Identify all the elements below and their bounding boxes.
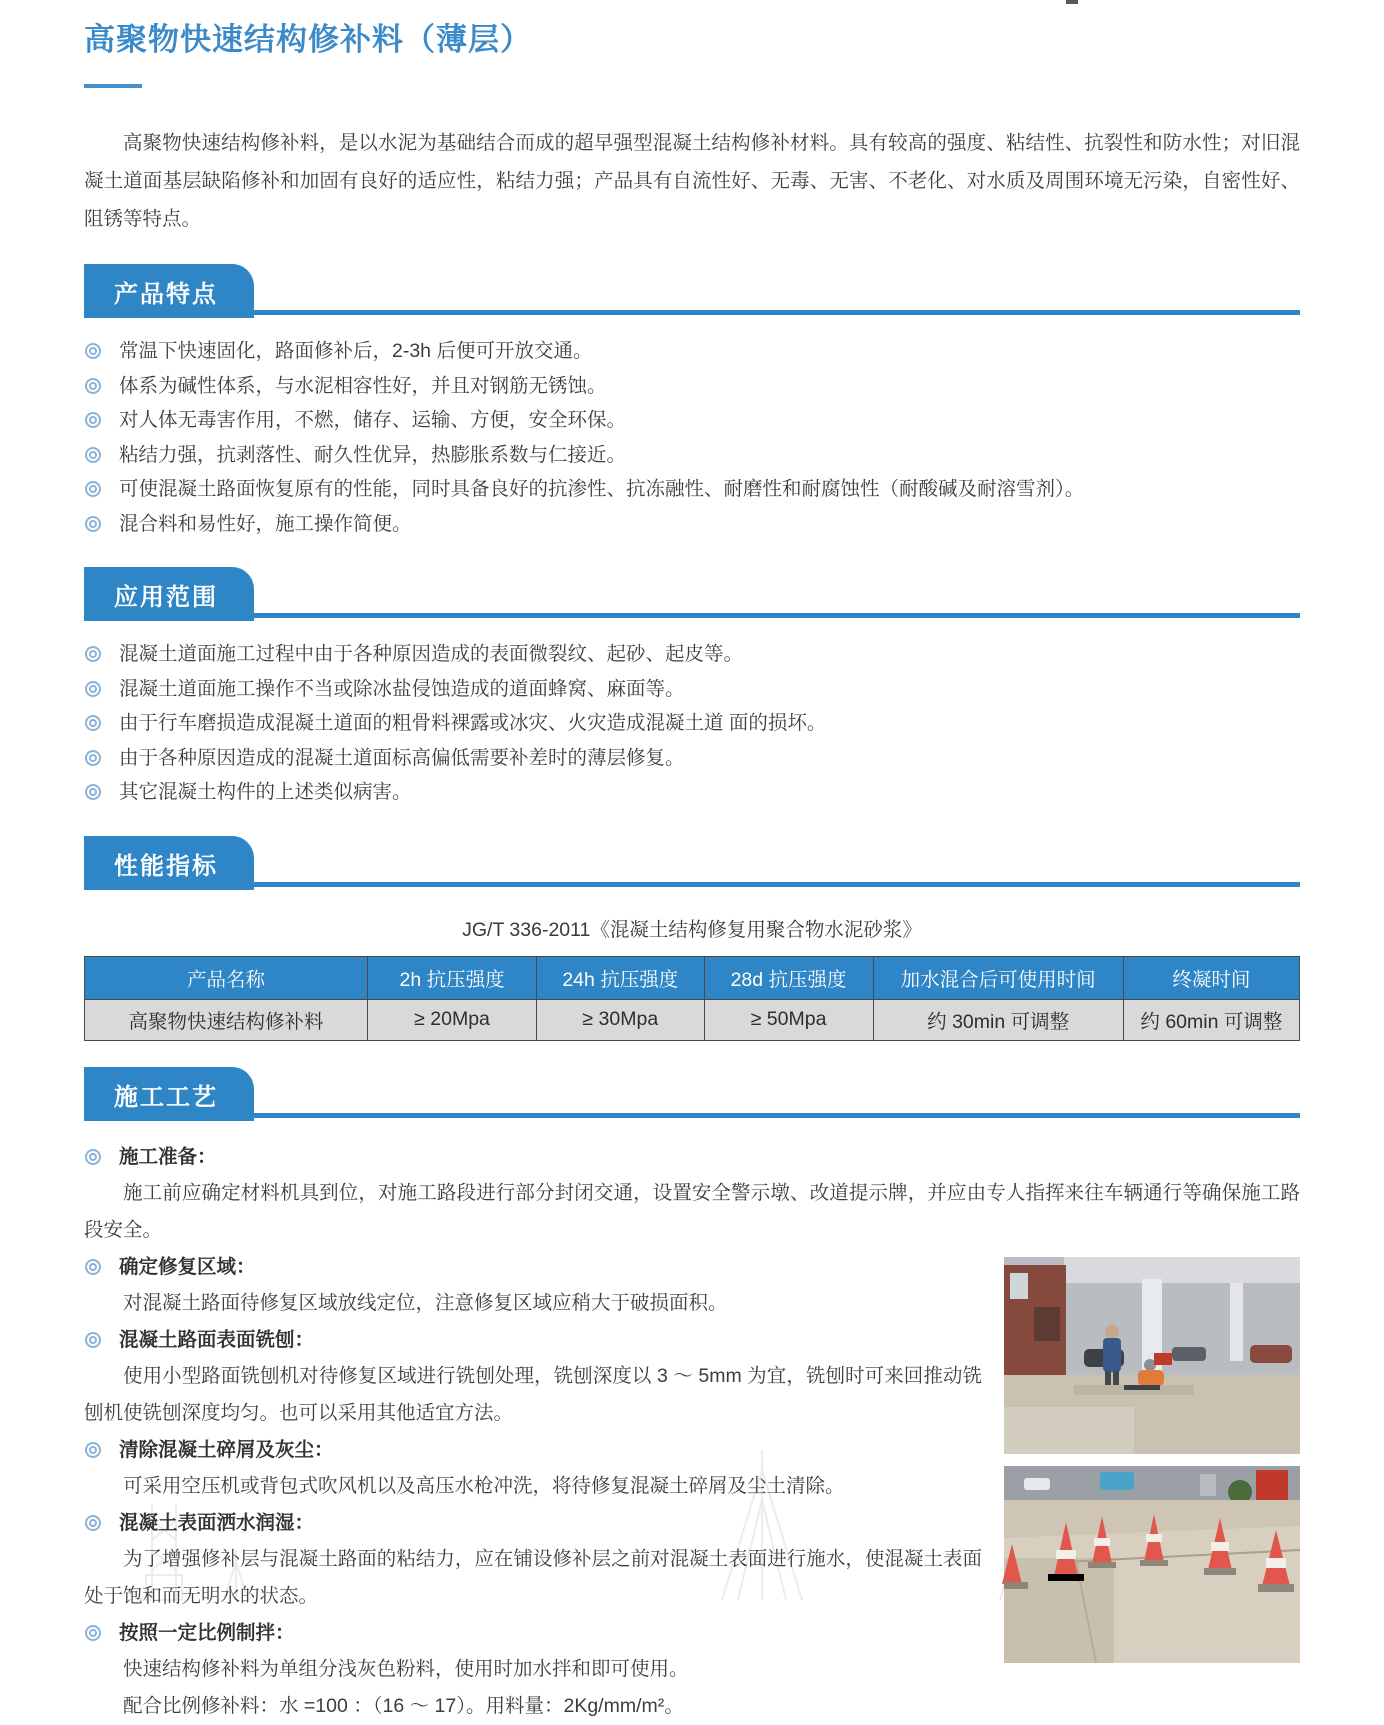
table-cell: ≥ 50Mpa [704,999,873,1040]
section-tab-applications: 应用范围 [84,567,254,621]
table-header-cell: 24h 抗压强度 [536,956,704,999]
performance-table [84,956,1300,1041]
list-item-text: 可使混凝土路面恢复原有的性能，同时具备良好的抗渗性、抗冻融性、耐磨性和耐腐蚀性（耐酸碱及耐溶雪剂）。 [119,478,1085,500]
table-row [85,999,1300,1040]
step-label: 施工准备： [84,1139,1300,1175]
list-item [84,775,1300,810]
list-item-text: 体系为碱性体系，与水泥相容性好，并且对钢筋无锈蚀。 [119,374,607,397]
step-text: 配合比例修补料：水 =100 ：（16 ～ 17）。用料量：2Kg/mm/m²。 [123,1694,684,1717]
section-rule [84,613,1300,618]
list-item-text: 对人体无毒害作用，不燃，储存、运输、方便，安全环保。 [119,409,627,431]
list-item-text: 其它混凝土构件的上述类似病害。 [119,781,412,803]
page-title: 高聚物快速结构修补料（薄层） [84,22,532,57]
double-circle-bullet-icon [85,412,101,428]
double-circle-bullet-icon [85,343,101,359]
table-cell: 高聚物快速结构修补料 [85,999,368,1040]
list-item-text: 混凝土道面施工过程中由于各种原因造成的表面微裂纹、起砂、起皮等。 [119,643,744,665]
list-item [84,672,1300,707]
table-cell: 约 30min 可调整 [873,999,1123,1040]
list-item-text: 由于行车磨损造成混凝土道面的粗骨料裸露或冰灾、火灾造成混凝土道 面的损坏。 [119,712,827,734]
table-header-cell: 2h 抗压强度 [368,956,537,999]
title-underline [84,84,142,88]
table-cell: ≥ 20Mpa [368,999,537,1040]
list-item [84,472,1300,507]
table-cell: 约 60min 可调整 [1123,999,1299,1040]
double-circle-bullet-icon [85,681,101,697]
double-circle-bullet-icon [85,447,101,463]
table-caption: JG/T 336-2011《混凝土结构修复用聚合物水泥砂浆》 [462,918,922,941]
double-circle-bullet-icon [85,1515,101,1531]
section-tab-features: 产品特点 [84,264,254,318]
step-label: 混凝土表面洒水润湿： [84,1505,1300,1541]
table-header-row [85,956,1300,999]
step-text: 对混凝土路面待修复区域放线定位，注意修复区域应稍大于破损面积。 [123,1291,728,1314]
process-body [84,1139,1300,1725]
list-item [84,637,1300,672]
table-header-cell: 终凝时间 [1123,956,1299,999]
double-circle-bullet-icon [85,378,101,394]
list-item-text: 由于各种原因造成的混凝土道面标高偏低需要补差时的薄层修复。 [119,746,685,769]
table-cell: ≥ 30Mpa [536,999,704,1040]
step-label: 按照一定比例制拌： [84,1615,1300,1651]
list-item [84,369,1300,404]
intro-paragraph: 高聚物快速结构修补料，是以水泥为基础结合而成的超早强型混凝土结构修补材料。具有较高的强度、粘结性、抗裂性和防水性；对旧混凝土道面基层缺陷修补和加固有良好的适应性，粘结力强；产品具有自流性好、无毒、无害、不老化、对水质及周围环境无污染，自密性好、阻锈等特点。 [84,132,1300,230]
list-item [84,706,1300,741]
step-label: 混凝土路面表面铣刨： [84,1322,1300,1358]
list-item-text: 混凝土道面施工操作不当或除冰盐侵蚀造成的道面蜂窝、麻面等。 [119,677,685,700]
double-circle-bullet-icon [85,750,101,766]
double-circle-bullet-icon [85,1259,101,1275]
section-tab-performance: 性能指标 [84,836,254,890]
double-circle-bullet-icon [85,715,101,731]
step-text: 使用小型路面铣刨机对待修复区域进行铣刨处理，铣刨深度以 3 ～ 5mm 为宜，铣刨时可来回推动铣刨机使铣刨深度均匀。也可以采用其他适宜方法。 [84,1364,982,1424]
section-header-performance [84,840,1300,890]
list-item-text: 粘结力强，抗剥落性、耐久性优异，热膨胀系数与仁接近。 [119,443,627,466]
step-text: 可采用空压机或背包式吹风机以及高压水枪冲洗，将待修复混凝土碎屑及尘土清除。 [123,1474,845,1497]
section-rule [84,882,1300,887]
double-circle-bullet-icon [85,784,101,800]
list-item-text: 混合料和易性好，施工操作简便。 [119,512,412,535]
list-item [84,438,1300,473]
section-header-features [84,268,1300,318]
double-circle-bullet-icon [85,516,101,532]
step-text: 施工前应确定材料机具到位，对施工路段进行部分封闭交通，设置安全警示墩、改道提示牌，并应由专人指挥来往车辆通行等确保施工路段安全。 [84,1181,1300,1241]
double-circle-bullet-icon [85,1625,101,1641]
list-item [84,334,1300,369]
section-rule [84,310,1300,315]
list-item [84,741,1300,776]
double-circle-bullet-icon [85,646,101,662]
process-step [84,1615,1300,1725]
section-tab-process: 施工工艺 [84,1067,254,1121]
list-item [84,403,1300,438]
section-rule [84,1113,1300,1118]
table-header-cell: 加水混合后可使用时间 [873,956,1123,999]
applications-list [84,637,1300,810]
table-header-cell: 28d 抗压强度 [704,956,873,999]
features-list [84,334,1300,541]
table-header-cell: 产品名称 [85,956,368,999]
step-label: 清除混凝土碎屑及灰尘： [84,1432,1300,1468]
section-header-applications [84,571,1300,621]
step-text: 快速结构修补料为单组分浅灰色粉料，使用时加水拌和即可使用。 [123,1657,689,1680]
list-item-text: 常温下快速固化，路面修补后，2-3h 后便可开放交通。 [119,340,593,362]
step-text: 为了增强修补层与混凝土路面的粘结力，应在铺设修补层之前对混凝土表面进行施水，使混凝土表面处于饱和而无明水的状态。 [84,1547,982,1607]
double-circle-bullet-icon [85,1332,101,1348]
double-circle-bullet-icon [85,1442,101,1458]
section-header-process [84,1071,1300,1121]
double-circle-bullet-icon [85,1149,101,1165]
list-item [84,507,1300,542]
step-label: 确定修复区域： [84,1249,1300,1285]
process-step [84,1139,1300,1249]
double-circle-bullet-icon [85,481,101,497]
